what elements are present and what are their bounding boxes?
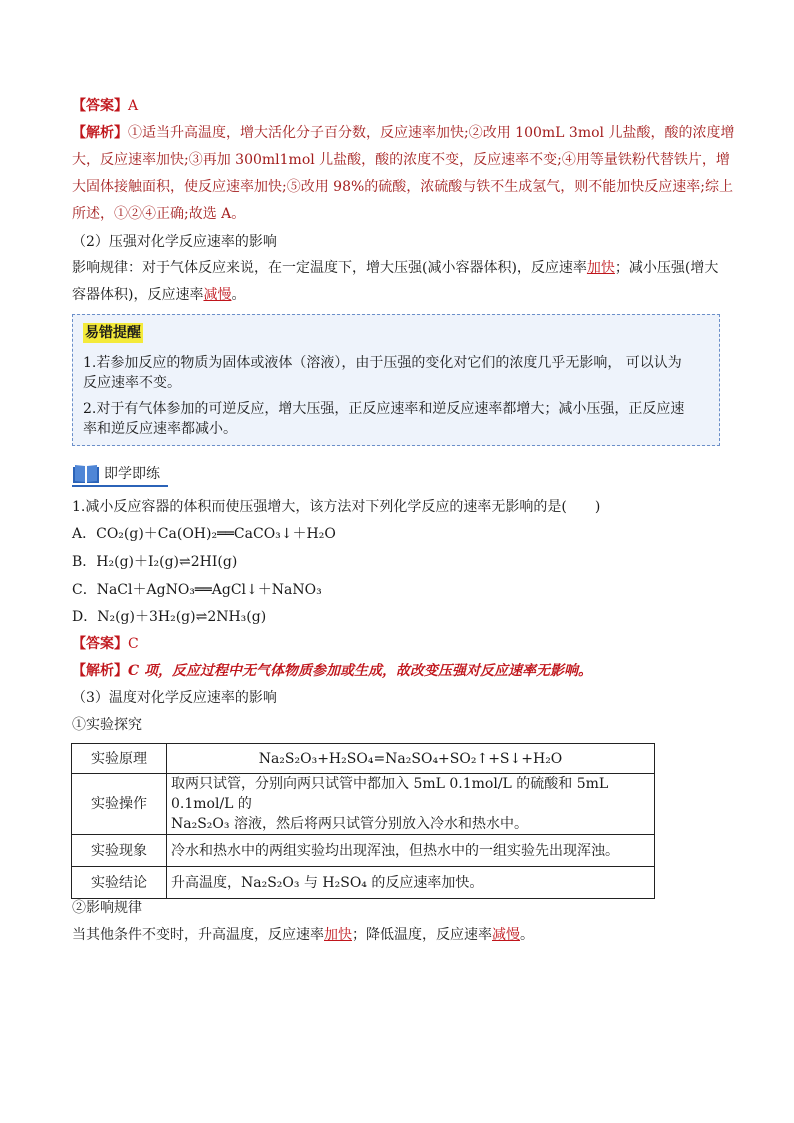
option-d: D．N₂(g)＋3H₂(g)⇌2NH₃(g) (72, 609, 267, 625)
answer-label: 【答案】 (72, 98, 128, 114)
rule-text: 。 (520, 927, 534, 943)
option-a: A．CO₂(g)＋Ca(OH)₂══CaCO₃↓＋H₂O (72, 526, 336, 542)
section-3-rule-line (72, 925, 534, 945)
table-row (72, 835, 655, 867)
question-text: 1.减小反应容器的体积而使压强增大，该方法对下列化学反应的速率无影响的是( ) (72, 499, 601, 515)
analysis-text: C 项，反应过程中无气体物质参加或生成，故改变压强对反应速率无影响。 (128, 663, 593, 679)
answer-value: C (128, 636, 139, 652)
option-b: B．H₂(g)＋I₂(g)⇌2HI(g) (72, 554, 238, 570)
analysis-label: 【解析】 (72, 663, 128, 679)
tip-line-2: 反应速率不变。 (83, 375, 181, 391)
section-3-heading: （3）温度对化学反应速率的影响 (72, 690, 277, 706)
subheading-experiment: ①实验探究 (72, 717, 142, 733)
analysis-line-2: 大，反应速率加快;③再加 300ml1mol 儿盐酸，酸的浓度不变，反应速率不变;④用等量铁粉代替铁片，增 (72, 152, 730, 168)
subheading-rule: ②影响规律 (72, 900, 142, 916)
table-row-head: 实验结论 (72, 867, 167, 899)
table-cell: 升高温度，Na₂S₂O₃ 与 H₂SO₄ 的反应速率加快。 (167, 867, 655, 899)
rule-keyword-slow: 减慢 (492, 927, 520, 943)
tip-line-4: 率和逆反应速率都减小。 (83, 421, 237, 437)
tip-title: 易错提醒 (85, 325, 141, 341)
open-book-icon (72, 464, 100, 484)
analysis-text-1: ①适当升高温度，增大活化分子百分数，反应速率加快;②改用 100mL 3mol 儿盐酸，酸的浓度增 (128, 125, 735, 141)
table-row-head: 实验现象 (72, 835, 167, 867)
rule-keyword-fast: 加快 (586, 260, 615, 276)
practice-header (72, 462, 168, 486)
table-cell (167, 774, 655, 835)
table-row (72, 774, 655, 835)
table-row (72, 867, 655, 899)
table-row (72, 744, 655, 774)
rule-text: 当其他条件不变时，升高温度，反应速率 (72, 927, 324, 943)
practice-label: 即学即练 (104, 466, 160, 482)
experiment-table (71, 743, 655, 899)
answer-label: 【答案】 (72, 636, 128, 652)
answer-line-1 (72, 96, 138, 116)
section-2-rule-line-1 (72, 258, 718, 278)
analysis-label: 【解析】 (72, 125, 128, 141)
tip-box (72, 314, 720, 446)
table-row-head: 实验原理 (72, 744, 167, 774)
table-cell: 冷水和热水中的两组实验均出现浑浊，但热水中的一组实验先出现浑浊。 (167, 835, 655, 867)
section-2-heading: （2）压强对化学反应速率的影响 (72, 234, 277, 250)
table-cell-line: 取两只试管，分别向两只试管中都加入 5mL 0.1mol/L 的硫酸和 5mL 0.1mol/L 的 (171, 776, 609, 812)
option-c: C．NaCl＋AgNO₃══AgCl↓＋NaNO₃ (72, 582, 322, 598)
analysis-line-3: 大固体接触面积，使反应速率加快;⑤改用 98%的硫酸，浓硫酸与铁不生成氢气，则不能加快反应速率;综上 (72, 179, 733, 195)
rule-text: ；减小压强(增大 (614, 260, 719, 276)
answer-line-2 (72, 634, 139, 654)
analysis-line-1 (72, 123, 734, 143)
answer-value: A (128, 98, 139, 114)
section-2-rule-line-2 (72, 285, 245, 305)
tip-line-3: 2.对于有气体参加的可逆反应，增大压强，正反应速率和逆反应速率都增大；减小压强，正反应速 (83, 401, 685, 417)
tip-line-1: 1.若参加反应的物质为固体或液体（溶液），由于压强的变化对它们的浓度几乎无影响， 可以认为 (83, 355, 682, 371)
practice-underline (72, 485, 168, 487)
table-cell: Na₂S₂O₃+H₂SO₄=Na₂SO₄+SO₂↑+S↓+H₂O (167, 744, 655, 774)
analysis-line-5 (72, 661, 592, 681)
rule-text: ；降低温度，反应速率 (352, 927, 492, 943)
rule-text: 容器体积)，反应速率 (72, 287, 204, 303)
table-cell-line: Na₂S₂O₃ 溶液，然后将两只试管分别放入冷水和热水中。 (171, 816, 528, 832)
rule-text: 。 (231, 287, 246, 303)
rule-text: 影响规律：对于气体反应来说，在一定温度下，增大压强(减小容器体积)，反应速率 (72, 260, 587, 276)
analysis-line-4: 所述，①②④正确;故选 A。 (72, 206, 246, 222)
table-row-head: 实验操作 (72, 774, 167, 835)
rule-keyword-slow: 减慢 (203, 287, 232, 303)
rule-keyword-fast: 加快 (324, 927, 352, 943)
